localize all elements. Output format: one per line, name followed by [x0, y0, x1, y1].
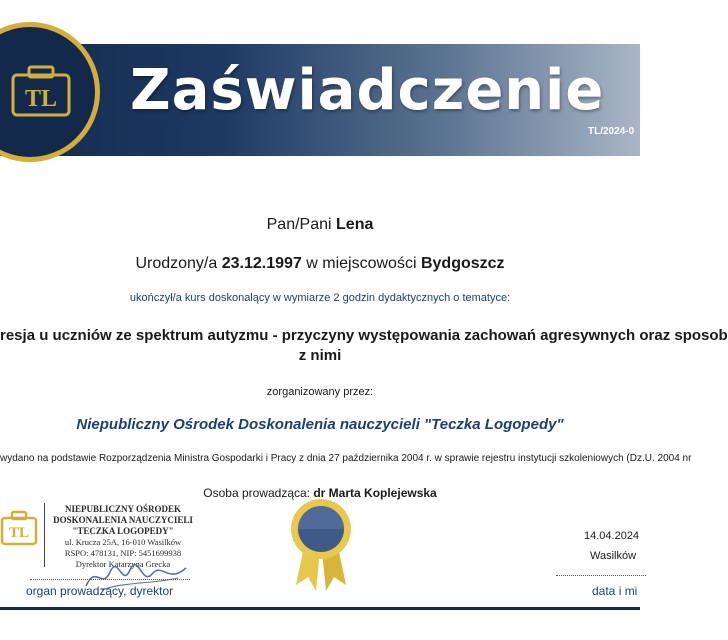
medal-icon	[286, 495, 356, 595]
lead-label: Osoba prowadząca:	[203, 486, 310, 500]
issue-place: Wasilków	[590, 550, 637, 562]
stamp-line6: Dyrektor Katarzyna Grecka	[75, 559, 171, 569]
recipient-line	[0, 216, 640, 234]
birth-line	[0, 255, 640, 273]
signature-label-left: organ prowadzący, dyrektor	[26, 584, 174, 598]
stamp-line1: NIEPUBLICZNY OŚRODEK	[65, 504, 181, 514]
signature-label-right: data i mi	[592, 584, 638, 598]
signature-line-left	[30, 579, 190, 580]
issue-date: 14.04.2024	[584, 530, 640, 542]
birth-place-label: w miejscowości	[306, 255, 417, 272]
organizer-name: Niepubliczny Ośrodek Doskonalenia nauczycieli "Teczka Logopedy"	[76, 416, 564, 433]
recipient-name: Lena	[336, 216, 374, 233]
course-topic-line2: z nimi	[298, 347, 342, 364]
legal-basis: wydano na podstawie Rozporządzenia Ministra Gospodarki i Pracy z dnia 27 października 2004 r. w sprawie rejestru instytucji szkoleniowych (Dz.U. 2004 nr	[0, 453, 692, 464]
document-title: Zaświadczenie	[130, 58, 605, 123]
course-topic	[0, 326, 728, 366]
stamp-line5: RSPO: 478131, NIP: 5451699938	[64, 548, 182, 558]
organized-label: zorganizowany przez:	[266, 386, 374, 398]
stamp-line4: ul. Krucza 25A, 16-010 Wasilków	[64, 537, 182, 547]
logo-text: TL	[24, 86, 58, 112]
course-topic-line1: resja u uczniów ze spektrum autyzmu - przyczyny występowania zachowań agresywnych oraz sposob	[0, 327, 728, 344]
bottom-rule	[0, 607, 640, 610]
reference-number: TL/2024-0	[588, 126, 635, 137]
stamp-line2: DOSKONALENIA NAUCZYCIELI	[53, 515, 193, 525]
birth-place: Bydgoszcz	[420, 255, 505, 272]
logo-emblem	[0, 22, 100, 162]
lead-name: dr Marta Koplejewska	[313, 486, 437, 500]
briefcase-icon	[0, 27, 95, 157]
course-completed-text: ukończył/a kurs doskonalący w wymiarze 2 godzin dydaktycznych o tematyce:	[129, 292, 511, 304]
birth-label: Urodzony/a	[135, 255, 218, 272]
stamp-logo-text: TL	[8, 525, 30, 541]
birth-date: 23.12.1997	[221, 255, 302, 272]
signature-line-right	[556, 575, 646, 576]
stamp-line3: "TECZKA LOGOPEDY"	[72, 526, 174, 536]
recipient-prefix: Pan/Pani	[266, 216, 332, 233]
stamp-divider	[44, 503, 45, 567]
